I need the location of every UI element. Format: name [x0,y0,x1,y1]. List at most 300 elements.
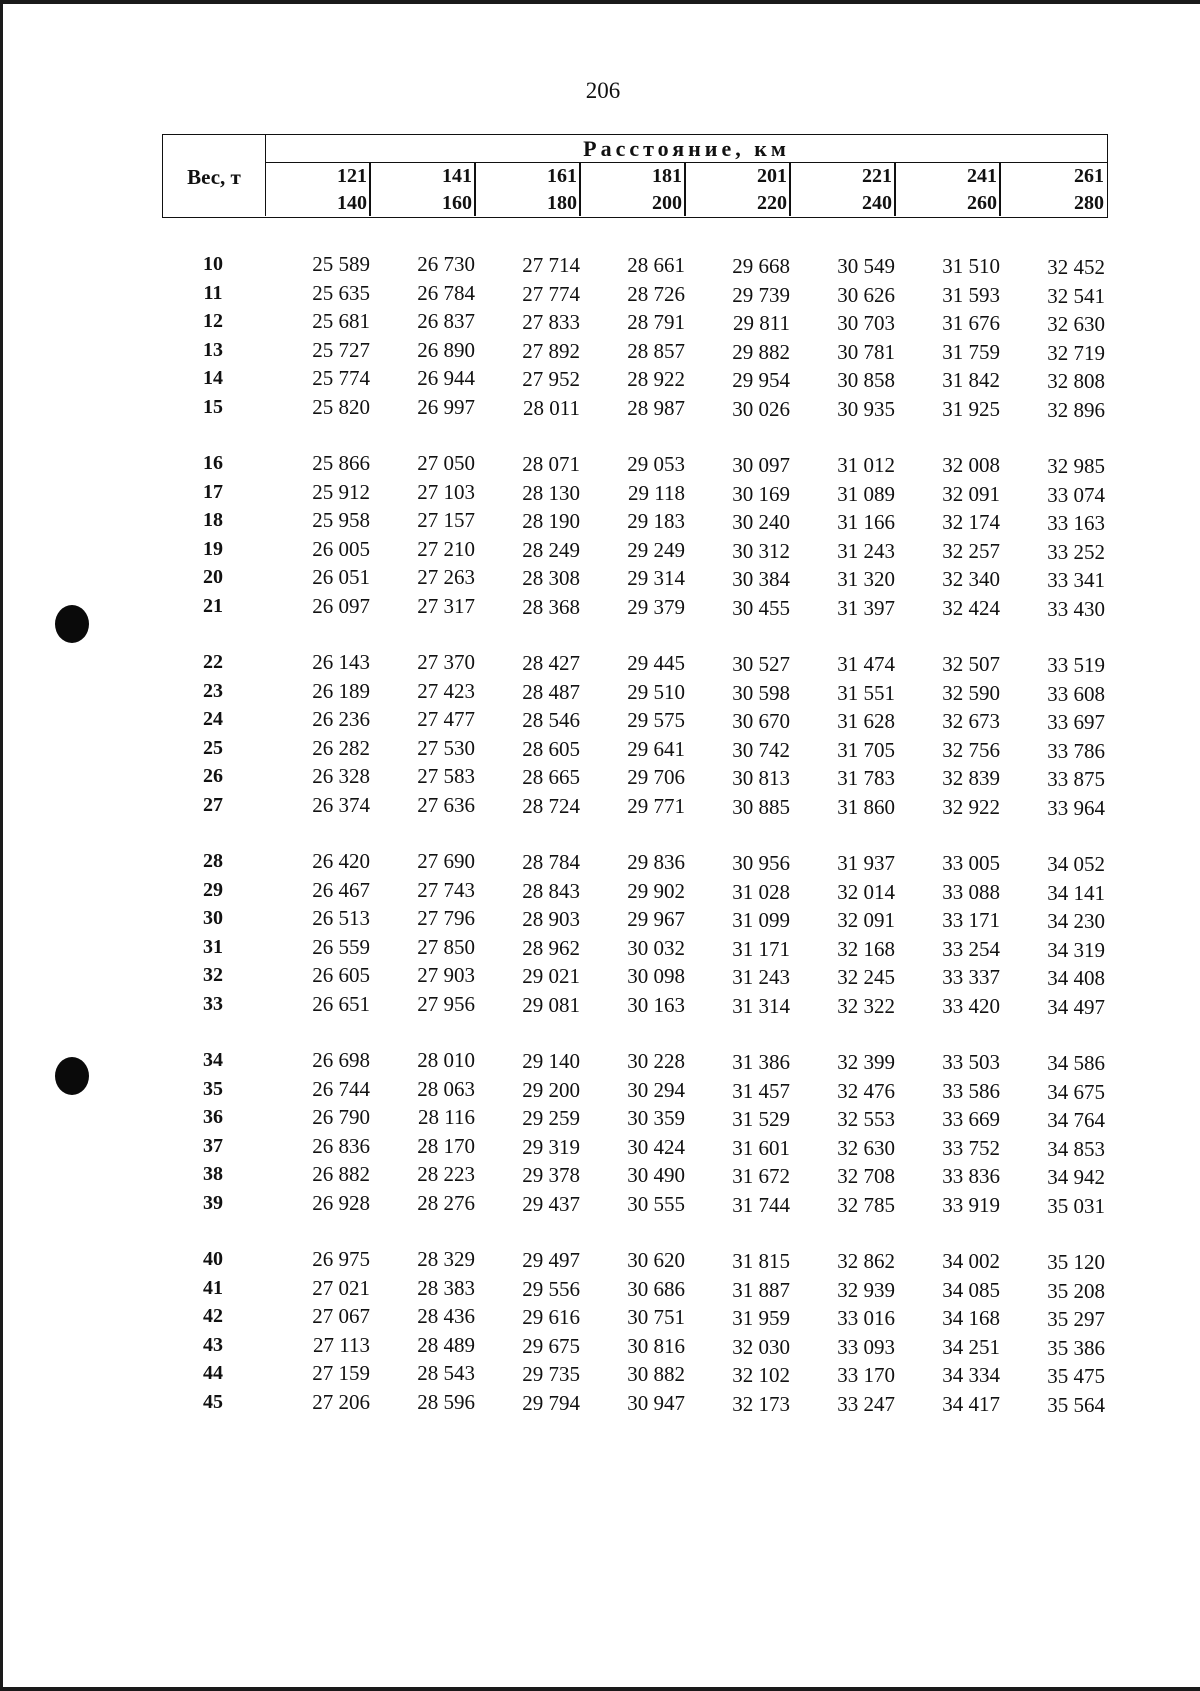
value-cell: 32 322 [837,994,895,1018]
value-cell: 27 903 [417,963,475,988]
value-cell: 27 714 [522,252,580,277]
value-cell: 31 842 [942,368,1000,393]
table-row [3,677,1200,705]
table-row [3,990,1200,1018]
value-cell: 26 236 [312,707,370,731]
value-cell: 27 113 [313,1333,370,1357]
value-cell: 34 085 [942,1278,1000,1303]
value-cell: 27 210 [417,537,475,562]
value-cell: 32 168 [837,937,895,961]
value-cell: 34 675 [1047,1079,1105,1104]
value-cell: 30 935 [837,397,895,421]
value-cell: 27 157 [417,508,475,533]
distance-column-group-header: Расстояние, км [266,135,1107,163]
table-row [3,393,1200,421]
weight-cell: 26 [203,765,223,787]
value-cell: 26 730 [417,252,475,277]
value-cell: 30 670 [732,708,790,733]
table-row [3,506,1200,534]
table-row [3,1160,1200,1188]
value-cell: 28 596 [417,1390,475,1415]
value-cell: 29 200 [522,1077,580,1102]
value-cell: 32 014 [837,880,895,904]
value-cell: 33 786 [1047,738,1105,763]
value-cell: 30 098 [627,964,685,989]
weight-cell: 27 [203,794,223,816]
value-cell: 29 437 [522,1191,580,1216]
value-cell: 34 230 [1047,908,1105,933]
value-cell: 26 944 [417,366,475,391]
range-from: 161 [547,165,577,187]
weight-cell: 24 [203,708,223,730]
value-cell: 26 559 [312,935,370,959]
range-to: 200 [652,192,682,214]
weight-cell: 42 [203,1305,223,1327]
distance-range-header [371,163,476,216]
value-cell: 30 882 [627,1362,685,1387]
range-from: 261 [1074,165,1104,187]
distance-range-header [581,163,686,216]
value-cell: 35 208 [1047,1278,1105,1303]
range-to: 160 [442,192,472,214]
value-cell: 30 751 [627,1305,685,1330]
table-row [3,876,1200,904]
table-row [3,734,1200,762]
value-cell: 25 958 [312,508,370,532]
value-cell: 32 174 [942,510,1000,535]
value-cell: 28 116 [418,1105,475,1130]
value-cell: 29 118 [628,481,685,506]
value-cell: 34 334 [942,1363,1000,1388]
range-to: 140 [337,192,367,214]
value-cell: 29 794 [522,1390,580,1415]
value-cell: 31 672 [732,1163,790,1188]
value-cell: 28 276 [417,1191,475,1216]
value-cell: 27 370 [417,650,475,675]
range-to: 280 [1074,192,1104,214]
value-cell: 30 742 [732,737,790,762]
value-cell: 32 630 [1047,311,1105,336]
value-cell: 30 598 [732,680,790,705]
value-cell: 30 813 [732,765,790,790]
table-row [3,563,1200,591]
value-cell: 26 975 [312,1247,370,1271]
value-cell: 27 067 [312,1304,370,1328]
value-cell: 27 317 [417,594,475,619]
value-cell: 30 455 [732,595,790,620]
value-cell: 28 661 [627,253,685,278]
value-cell: 32 541 [1047,283,1105,308]
value-cell: 30 384 [732,566,790,591]
value-cell: 25 681 [312,309,370,333]
value-cell: 27 833 [522,309,580,334]
range-to: 220 [757,192,787,214]
value-cell: 26 651 [312,992,370,1016]
value-cell: 35 031 [1047,1193,1105,1218]
weight-cell: 14 [203,367,223,389]
weight-cell: 19 [203,538,223,560]
value-cell: 34 052 [1047,851,1105,876]
value-cell: 27 743 [417,878,475,903]
table-row [3,1388,1200,1416]
value-cell: 26 837 [417,309,475,334]
value-cell: 25 727 [312,338,370,362]
value-cell: 29 575 [627,708,685,733]
table-row [3,1302,1200,1330]
value-cell: 25 866 [312,451,370,475]
value-cell: 32 173 [732,1391,790,1416]
value-cell: 32 785 [837,1193,895,1217]
value-cell: 27 021 [312,1276,370,1300]
value-cell: 29 249 [627,538,685,563]
table-row [3,791,1200,819]
value-cell: 27 103 [417,480,475,505]
value-cell: 32 340 [942,567,1000,592]
value-cell: 26 005 [312,537,370,561]
value-cell: 30 781 [837,340,895,364]
value-cell: 34 141 [1047,880,1105,905]
value-cell: 27 263 [417,565,475,590]
value-cell: 30 816 [627,1334,685,1359]
value-cell: 35 297 [1047,1306,1105,1331]
value-cell: 27 774 [522,281,580,306]
value-cell: 32 091 [837,908,895,932]
value-cell: 34 853 [1047,1136,1105,1161]
value-cell: 34 417 [942,1392,1000,1417]
value-cell: 29 641 [627,737,685,762]
table-row [3,336,1200,364]
value-cell: 31 628 [837,709,895,733]
weight-cell: 38 [203,1163,223,1185]
value-cell: 32 719 [1047,340,1105,365]
value-cell: 30 490 [627,1163,685,1188]
range-from: 121 [337,165,367,187]
value-cell: 29 771 [627,794,685,819]
table-row [3,449,1200,477]
value-cell: 32 896 [1047,397,1105,422]
value-cell: 29 739 [732,282,790,307]
range-from: 241 [967,165,997,187]
value-cell: 30 032 [627,936,685,961]
weight-cell: 16 [203,452,223,474]
value-cell: 27 583 [417,764,475,789]
value-cell: 30 240 [732,509,790,534]
value-cell: 29 967 [627,907,685,932]
value-cell: 31 551 [837,681,895,705]
table-row [3,933,1200,961]
table-row [3,535,1200,563]
value-cell: 28 784 [522,849,580,874]
value-cell: 31 593 [942,283,1000,308]
weight-cell: 15 [203,396,223,418]
value-cell: 32 399 [837,1050,895,1074]
weight-cell: 40 [203,1248,223,1270]
weight-cell: 31 [203,936,223,958]
value-cell: 32 985 [1047,453,1105,478]
value-cell: 28 605 [522,736,580,761]
value-cell: 31 314 [732,993,790,1018]
value-cell: 28 724 [522,793,580,818]
value-cell: 27 530 [417,736,475,761]
value-cell: 30 359 [627,1106,685,1131]
value-cell: 29 081 [522,992,580,1017]
table-row [3,1103,1200,1131]
value-cell: 26 282 [312,736,370,760]
value-cell: 30 620 [627,1248,685,1273]
value-cell: 33 247 [837,1392,895,1416]
value-cell: 34 586 [1047,1050,1105,1075]
value-cell: 30 228 [627,1049,685,1074]
value-cell: 31 925 [942,397,1000,422]
value-cell: 29 319 [522,1134,580,1159]
value-cell: 29 954 [732,367,790,392]
weight-cell: 41 [203,1277,223,1299]
value-cell: 28 726 [627,282,685,307]
table-row [3,904,1200,932]
value-cell: 31 012 [837,453,895,477]
value-cell: 31 887 [732,1277,790,1302]
value-cell: 30 294 [627,1078,685,1103]
table-row [3,1075,1200,1103]
value-cell: 28 011 [523,395,580,420]
weight-cell: 30 [203,907,223,929]
value-cell: 33 005 [942,851,1000,876]
table-row [3,279,1200,307]
weight-cell: 33 [203,993,223,1015]
weight-cell: 35 [203,1078,223,1100]
value-cell: 32 245 [837,965,895,989]
value-cell: 32 839 [942,766,1000,791]
value-cell: 32 922 [942,795,1000,820]
value-cell: 27 952 [522,366,580,391]
weight-cell: 12 [203,310,223,332]
value-cell: 31 676 [942,311,1000,336]
value-cell: 30 026 [732,396,790,421]
weight-cell: 39 [203,1192,223,1214]
value-cell: 31 783 [837,766,895,790]
value-cell: 29 497 [522,1247,580,1272]
value-cell: 31 320 [837,567,895,591]
value-cell: 30 097 [732,452,790,477]
value-cell: 27 636 [417,793,475,818]
value-cell: 33 430 [1047,596,1105,621]
value-cell: 34 251 [942,1335,1000,1360]
weight-cell: 36 [203,1106,223,1128]
value-cell: 33 519 [1047,652,1105,677]
value-cell: 28 223 [417,1162,475,1187]
value-cell: 26 605 [312,963,370,987]
value-cell: 30 626 [837,283,895,307]
range-from: 181 [652,165,682,187]
weight-column-header: Вес, т [163,135,266,216]
value-cell: 25 820 [312,395,370,419]
weight-cell: 44 [203,1362,223,1384]
value-cell: 26 420 [312,849,370,873]
value-cell: 30 424 [627,1135,685,1160]
value-cell: 28 487 [522,679,580,704]
value-cell: 31 937 [837,851,895,875]
value-cell: 33 503 [942,1050,1000,1075]
value-cell: 31 028 [732,879,790,904]
value-cell: 28 962 [522,935,580,960]
value-cell: 25 774 [312,366,370,390]
value-cell: 28 791 [627,310,685,335]
weight-cell: 13 [203,339,223,361]
distance-range-header [266,163,371,216]
table-row [3,705,1200,733]
value-cell: 33 088 [942,880,1000,905]
value-cell: 30 885 [732,794,790,819]
value-cell: 26 513 [312,906,370,930]
weight-cell: 25 [203,737,223,759]
distance-range-header [686,163,791,216]
value-cell: 28 857 [627,339,685,364]
value-cell: 29 053 [627,452,685,477]
weight-cell: 18 [203,509,223,531]
value-cell: 30 703 [837,311,895,335]
value-cell: 29 706 [627,765,685,790]
value-cell: 33 252 [1047,539,1105,564]
table-row [3,847,1200,875]
weight-cell: 43 [203,1334,223,1356]
value-cell: 31 089 [837,482,895,506]
value-cell: 33 608 [1047,681,1105,706]
value-cell: 34 319 [1047,937,1105,962]
value-cell: 33 341 [1047,567,1105,592]
value-cell: 33 697 [1047,709,1105,734]
value-cell: 31 243 [732,964,790,989]
value-cell: 31 474 [837,652,895,676]
value-cell: 28 130 [522,480,580,505]
value-cell: 30 956 [732,850,790,875]
weight-cell: 20 [203,566,223,588]
value-cell: 29 378 [522,1162,580,1187]
value-cell: 31 099 [732,907,790,932]
value-cell: 32 708 [837,1164,895,1188]
value-cell: 26 698 [312,1048,370,1072]
value-cell: 34 942 [1047,1164,1105,1189]
value-cell: 32 424 [942,596,1000,621]
value-cell: 32 756 [942,738,1000,763]
table-row [3,648,1200,676]
value-cell: 28 489 [417,1333,475,1358]
value-cell: 31 860 [837,795,895,819]
value-cell: 31 759 [942,340,1000,365]
value-cell: 33 254 [942,937,1000,962]
value-cell: 28 368 [522,594,580,619]
weight-cell: 45 [203,1391,223,1413]
value-cell: 34 764 [1047,1107,1105,1132]
distance-range-header [476,163,581,216]
table-row [3,1046,1200,1074]
distance-range-header [896,163,1001,216]
value-cell: 28 546 [522,707,580,732]
table-row [3,1132,1200,1160]
value-cell: 31 705 [837,738,895,762]
value-cell: 31 243 [837,539,895,563]
value-cell: 35 120 [1047,1249,1105,1274]
value-cell: 32 590 [942,681,1000,706]
value-cell: 29 510 [627,680,685,705]
value-cell: 28 249 [522,537,580,562]
table-row [3,307,1200,335]
value-cell: 30 312 [732,538,790,563]
value-cell: 25 635 [312,281,370,305]
value-cell: 25 589 [312,252,370,276]
value-cell: 31 744 [732,1192,790,1217]
value-cell: 27 850 [417,935,475,960]
value-cell: 35 475 [1047,1363,1105,1388]
table-row [3,762,1200,790]
value-cell: 28 383 [417,1276,475,1301]
value-cell: 27 050 [417,451,475,476]
value-cell: 26 928 [312,1191,370,1215]
value-cell: 28 190 [522,508,580,533]
value-cell: 29 902 [627,879,685,904]
value-cell: 26 328 [312,764,370,788]
weight-cell: 28 [203,850,223,872]
value-cell: 29 556 [522,1276,580,1301]
value-cell: 26 143 [312,650,370,674]
distance-range-header [791,163,896,216]
value-cell: 33 171 [942,908,1000,933]
value-cell: 29 445 [627,651,685,676]
value-cell: 29 183 [627,509,685,534]
table-header [162,134,1108,218]
weight-cell: 32 [203,964,223,986]
range-to: 260 [967,192,997,214]
value-cell: 26 890 [417,338,475,363]
table-row [3,250,1200,278]
value-cell: 32 452 [1047,254,1105,279]
value-cell: 34 497 [1047,994,1105,1019]
value-cell: 31 601 [732,1135,790,1160]
value-cell: 26 467 [312,878,370,902]
value-cell: 26 097 [312,594,370,618]
value-cell: 30 686 [627,1277,685,1302]
table-row [3,1189,1200,1217]
value-cell: 33 586 [942,1079,1000,1104]
page-number: 206 [585,78,621,103]
value-cell: 34 408 [1047,965,1105,990]
value-cell: 26 744 [312,1077,370,1101]
value-cell: 28 665 [522,764,580,789]
value-cell: 27 796 [417,906,475,931]
value-cell: 28 170 [417,1134,475,1159]
weight-cell: 34 [203,1049,223,1071]
table-row [3,478,1200,506]
value-cell: 33 752 [942,1136,1000,1161]
value-cell: 28 903 [522,906,580,931]
value-cell: 26 882 [312,1162,370,1186]
value-cell: 27 892 [522,338,580,363]
value-cell: 31 166 [837,510,895,534]
value-cell: 27 690 [417,849,475,874]
value-cell: 32 673 [942,709,1000,734]
value-cell: 30 555 [627,1192,685,1217]
range-from: 201 [757,165,787,187]
value-cell: 26 374 [312,793,370,817]
value-cell: 34 168 [942,1306,1000,1331]
value-cell: 33 170 [837,1363,895,1387]
value-cell: 31 386 [732,1049,790,1074]
value-cell: 32 630 [837,1136,895,1160]
value-cell: 26 790 [312,1105,370,1129]
value-cell: 35 386 [1047,1335,1105,1360]
value-cell: 31 959 [732,1305,790,1330]
value-cell: 32 030 [732,1334,790,1359]
value-cell: 28 436 [417,1304,475,1329]
